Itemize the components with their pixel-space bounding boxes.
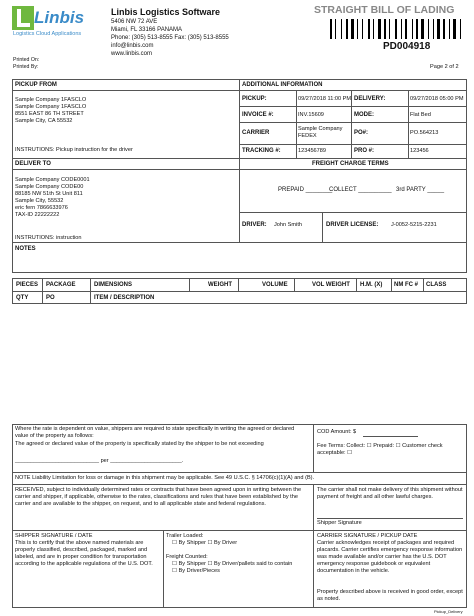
printed-by-label: Printed By: [13,64,39,70]
third-party-option: 3rd PARTY _____ [396,187,445,193]
deliver-address: Sample Company CODE0001 Sample Company CODE00 88185 NW 51th St Unit 811 Sample City, 55532 eric fern 7866633976 TAX-ID 22222222 [15,177,90,218]
doc-title: STRAIGHT BILL OF LADING [314,4,455,16]
declared-value-text: Where the rate is dependent on value, shippers are required to state specifically in writing the agreed or declared value of the property as follows: [15,426,295,439]
shipper-sig-header: SHIPPER SIGNATURE / DATE [15,533,93,539]
freight-terms-header: FREIGHT CHARGE TERMS [312,161,389,167]
fee-terms: Fee Terms: Collect: ☐ Prepaid: ☐ Customer check acceptable: ☐ [317,443,443,456]
shipper-sig-text: This is to certify that the above named materials are properly classified, described, packaged, marked and labeled, and are in proper condition for transportation according to the applicable regulations of the U.S. DOT. [15,540,153,567]
barcode-bar [335,19,336,39]
barcode-bar [443,19,445,39]
printed-on-label: Printed On: [13,57,40,63]
barcode-bar [362,19,363,39]
po-label: PO#: [354,130,369,136]
barcode-bar [460,19,461,39]
barcode-bar [378,19,381,39]
deliver-instructions: INSTRUTIONS: instruction [15,235,82,241]
col-qty: QTY [16,295,29,301]
barcode-bar [412,19,413,39]
trailer-loaded-options[interactable]: ☐ By Shipper ☐ By Driver [172,540,238,546]
carrier-sig-text2: Property described above is received in good order, except as noted. [317,589,463,602]
received-text: RECEIVED, subject to individually determined rates or contracts that have been agreed upon in writing between the carrier and shipper, if applicable, otherwise to the rates, classifications and rules that have been established by the carrier and are available to the shipper, on request, and to all applicable state and federal regulations. [15,487,302,507]
page-number: Page 2 of 2 [430,64,459,70]
barcode-bar [421,19,424,39]
barcode-bar [368,19,370,39]
barcode-bar [373,19,374,39]
barcode-bar [395,19,397,39]
barcode-bar [389,19,390,39]
col-hm: H.M. (X) [360,282,383,288]
barcode-bar [330,19,332,39]
shipper-signature-label: Shipper Signature [317,520,362,526]
col-nmfc: NM FC # [394,282,418,288]
tracking-label: TRACKING #: [242,148,281,154]
driver-value: John Smith [274,222,302,228]
driver-license-value: J-0052-5215-2231 [391,222,437,228]
barcode-bar [351,19,354,39]
col-pieces: PIECES [16,282,39,288]
pro-value: 123456 [410,148,429,154]
driver-label: DRIVER: [242,222,267,228]
barcode-bar [341,19,342,39]
col-weight: WEIGHT [208,282,232,288]
declared-value-text2: The agreed or declared value of the property is specifically stated by the shipper to be not exceeding [15,441,264,447]
barcode [330,19,462,39]
linbis-logo-icon [12,6,34,30]
pickup-date-value: 09/27/2018 11:00 PM [298,96,352,102]
mode-value: Flat Bed [410,112,431,118]
tracking-value: 123456789 [298,148,326,154]
driver-license-label: DRIVER LICENSE: [326,222,379,228]
freight-counted-option2[interactable]: ☐ By Driver/Pieces [172,568,220,574]
logo-text: Linbis [34,8,85,27]
barcode-bar [384,19,386,39]
col-item-description: ITEM / DESCRIPTION [94,295,155,301]
invoice-label: INVOICE #: [242,112,274,118]
delivery-date-value: 09/27/2018 05:00 PM [410,96,464,102]
cod-amount: COD Amount: $ [317,429,357,435]
col-volume: VOLUME [262,282,288,288]
po-value: PO.564213 [410,130,439,136]
no-delivery-text: The carrier shall not make delivery of this shipment without payment of freight and all other lawful charges. [317,487,463,500]
pickup-date-label: PICKUP: [242,96,267,102]
notes-header: NOTES [15,246,36,252]
pickup-address: Sample Company 1FASCLO Sample Company 1FASCLO 8551 EAST 86 TH STREET Sample City, CA 55532 [15,97,87,124]
col-class: CLASS [426,282,447,288]
carrier-sig-text: Carrier acknowledges receipt of packages and required placards. Carrier certifies emergency response information was made available and/or carrier has the U.S. DOT emergency response guidebook or equivalent documentation in the vehicle. [317,540,463,574]
carrier-label: CARRIER [242,130,270,136]
barcode-bar [449,19,450,39]
company-address2: Miami, FL 33166 PANAMA [111,27,183,33]
freight-counted-label: Freight Counted: [166,554,208,560]
mode-label: MODE: [354,112,374,118]
footer-tag: Pickup_Delivery [434,609,463,614]
col-po: PO [46,295,55,301]
carrier-value: Sample Company FEDEX [298,126,343,139]
declared-value-line: ___________________________ per _______________________. [15,458,184,464]
invoice-value: INV.15609 [298,112,324,118]
pickup-from-header: PICKUP FROM [15,82,57,88]
company-address1: 5406 NW 72 AVE [111,19,158,25]
barcode-bar [428,19,429,39]
collect-option: COLLECT __________ [329,187,392,193]
company-phone: Phone: (305) 513-8555 Fax: (305) 513-8555 [111,35,229,41]
barcode-bar [416,19,418,39]
barcode-bar [401,19,402,39]
prepaid-option: PREPAID ________ [278,187,333,193]
pro-label: PRO #: [354,148,375,154]
barcode-bar [433,19,434,39]
barcode-bar [453,19,456,39]
additional-info-header: ADDITIONAL INFORMATION [242,82,323,88]
pickup-instructions: INSTRUTIONS: Pickup instruction for the driver [15,147,133,153]
deliver-to-header: DELIVER TO [15,161,51,167]
liability-note: NOTE Liability Limitation for loss or damage in this shipment may be applicable. See 49 U.S.C. § 14706(c)(1)(A) and (B). [15,475,315,481]
barcode-bar [405,19,407,39]
col-vol-weight: VOL WEIGHT [312,282,350,288]
company-website: www.linbis.com [111,51,153,57]
col-package: PACKAGE [46,282,76,288]
barcode-bar [346,19,348,39]
freight-counted-option1[interactable]: ☐ By Shipper ☐ By Driver/pallets said to contain [172,561,293,567]
carrier-sig-header: CARRIER SIGNATURE / PICKUP DATE [317,533,418,539]
barcode-bar [357,19,358,39]
barcode-bar [437,19,440,39]
company-email: info@linbis.com [111,43,154,49]
logo-tagline: Logistics Cloud Applications [13,31,82,37]
col-dimensions: DIMENSIONS [94,282,133,288]
trailer-loaded-label: Trailer Loaded: [166,533,204,539]
company-name: Linbis Logistics Software [111,7,221,17]
delivery-date-label: DELIVERY: [354,96,386,102]
barcode-number: PD004918 [383,41,431,52]
